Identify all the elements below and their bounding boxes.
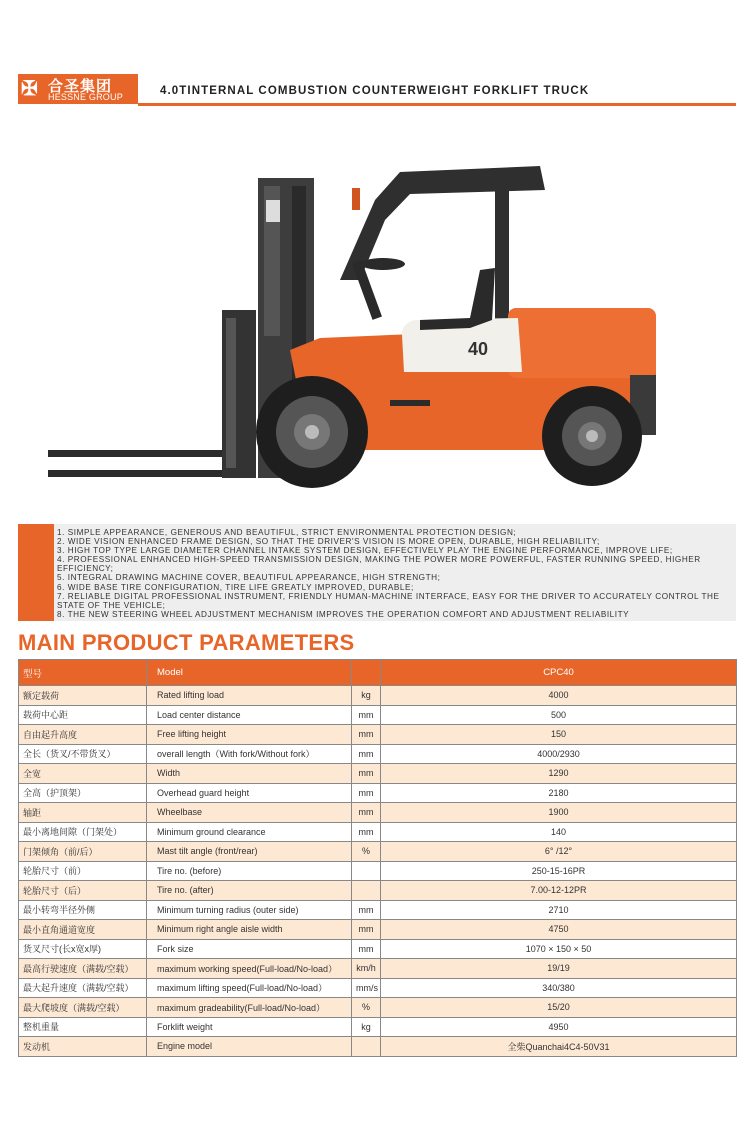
cell-value: 2180 xyxy=(381,783,737,803)
table-row xyxy=(19,764,737,784)
table-row xyxy=(19,978,737,998)
cell-unit: mm xyxy=(352,744,381,764)
cell-cn: 全高（护顶架） xyxy=(19,783,147,803)
cell-value: 6° /12° xyxy=(381,842,737,862)
cell-value: 全柴Quanchai4C4-50V31 xyxy=(381,1037,737,1057)
table-row xyxy=(19,705,737,725)
cell-unit: mm xyxy=(352,900,381,920)
cell-cn: 整机重量 xyxy=(19,1017,147,1037)
cell-cn: 发动机 xyxy=(19,1037,147,1057)
cell-en: maximum working speed(Full-load/No-load） xyxy=(147,959,352,979)
table-row xyxy=(19,920,737,940)
cell-en: Minimum right angle aisle width xyxy=(147,920,352,940)
header-cell-cn: 型号 xyxy=(19,660,147,686)
feature-list xyxy=(57,528,733,619)
cell-unit: mm xyxy=(352,783,381,803)
brand-name-cn: 合圣集团 xyxy=(48,77,113,95)
cell-value: 250-15-16PR xyxy=(381,861,737,881)
cell-value: 7.00-12-12PR xyxy=(381,881,737,901)
cell-en: Mast tilt angle (front/rear) xyxy=(147,842,352,862)
cell-value: 4000/2930 xyxy=(381,744,737,764)
brand-logo xyxy=(18,74,138,104)
cell-unit: mm xyxy=(352,764,381,784)
cell-value: 1900 xyxy=(381,803,737,823)
cell-unit: mm xyxy=(352,939,381,959)
cell-unit: mm xyxy=(352,803,381,823)
cell-cn: 额定载荷 xyxy=(19,686,147,706)
table-row xyxy=(19,998,737,1018)
cell-unit: mm xyxy=(352,920,381,940)
cell-en: Width xyxy=(147,764,352,784)
feature-item: 4. PROFESSIONAL ENHANCED HIGH-SPEED TRANSMISSION DESIGN, MAKING THE POWER MORE POWERFUL, FASTER RUNNING SPEED, HIGHER EFFICIENCY; xyxy=(57,555,701,574)
feature-item: 2. WIDE VISION ENHANCED FRAME DESIGN, SO THAT THE DRIVER'S VISION IS MORE OPEN, DURABLE, HIGH RELIABILITY; xyxy=(57,537,600,547)
cell-value: 15/20 xyxy=(381,998,737,1018)
cell-value: 1290 xyxy=(381,764,737,784)
feature-item: 6. WIDE BASE TIRE CONFIGURATION, TIRE LIFE GREATLY IMPROVED, DURABLE; xyxy=(57,582,414,592)
cell-en: Tire no. (before) xyxy=(147,861,352,881)
fork-lower xyxy=(48,470,248,477)
cell-value: 2710 xyxy=(381,900,737,920)
table-row xyxy=(19,1017,737,1037)
forklift-image xyxy=(40,160,680,500)
feature-panel xyxy=(18,524,736,621)
cell-en: Rated lifting load xyxy=(147,686,352,706)
cell-en: overall length（With fork/Without fork） xyxy=(147,744,352,764)
cell-en: Free lifting height xyxy=(147,725,352,745)
table-row xyxy=(19,1037,737,1057)
cell-en: Minimum ground clearance xyxy=(147,822,352,842)
cell-en: Minimum turning radius (outer side) xyxy=(147,900,352,920)
cell-unit: % xyxy=(352,842,381,862)
table-row xyxy=(19,861,737,881)
page-title: 4.0TINTERNAL COMBUSTION COUNTERWEIGHT FORKLIFT TRUCK xyxy=(160,85,590,97)
steering-wheel xyxy=(361,258,405,270)
feature-item: 3. HIGH TOP TYPE LARGE DIAMETER CHANNEL INTAKE SYSTEM DESIGN, EFFECTIVELY PLAY THE ENGINE PERFORMANCE, IMPROVE LIFE; xyxy=(57,546,673,556)
capacity-badge: 40 xyxy=(468,339,489,359)
cell-cn: 最小转弯半径外侧 xyxy=(19,900,147,920)
header-divider xyxy=(138,103,736,106)
table-row xyxy=(19,686,737,706)
fork-upper xyxy=(48,450,248,457)
cell-cn: 最小离地间隙（门架处） xyxy=(19,822,147,842)
cell-en: Wheelbase xyxy=(147,803,352,823)
cell-cn: 最大起升速度（满载/空载） xyxy=(19,978,147,998)
cell-cn: 最大爬坡度（满载/空载） xyxy=(19,998,147,1018)
feature-item: 7. RELIABLE DIGITAL PROFESSIONAL INSTRUMENT, FRIENDLY HUMAN-MACHINE INTERFACE, EASY FOR THE DRIVER TO ACCURATELY CONTROL THE STATE OF THE VEHICLE; xyxy=(57,591,720,610)
cell-unit: mm xyxy=(352,705,381,725)
table-row xyxy=(19,822,737,842)
cell-cn: 自由起升高度 xyxy=(19,725,147,745)
cell-unit xyxy=(352,1037,381,1057)
table-row xyxy=(19,803,737,823)
header-cell-en: Model xyxy=(147,660,352,686)
brand-name-en: HESSNE GROUP xyxy=(48,92,123,102)
header-cell-unit xyxy=(352,660,381,686)
cell-unit: mm xyxy=(352,725,381,745)
cell-cn: 货叉尺寸(长x宽x厚) xyxy=(19,939,147,959)
header-cell-value: CPC40 xyxy=(381,660,737,686)
cell-cn: 最高行驶速度（满载/空载） xyxy=(19,959,147,979)
cell-en: Load center distance xyxy=(147,705,352,725)
table-row xyxy=(19,744,737,764)
cell-en: Overhead guard height xyxy=(147,783,352,803)
feature-item: 8. THE NEW STEERING WHEEL ADJUSTMENT MECHANISM IMPROVES THE OPERATION COMFORT AND ADJUSTMENT RELIABILITY xyxy=(57,609,630,619)
cell-en: Forklift weight xyxy=(147,1017,352,1037)
table-header-row xyxy=(19,660,737,686)
cell-unit: kg xyxy=(352,686,381,706)
cell-en: maximum lifting speed(Full-load/No-load） xyxy=(147,978,352,998)
table-row xyxy=(19,881,737,901)
cell-value: 4000 xyxy=(381,686,737,706)
cell-en: Tire no. (after) xyxy=(147,881,352,901)
cell-value: 150 xyxy=(381,725,737,745)
cell-unit xyxy=(352,861,381,881)
cell-cn: 全宽 xyxy=(19,764,147,784)
feature-item: 1. SIMPLE APPEARANCE, GENEROUS AND BEAUTIFUL, STRICT ENVIRONMENTAL PROTECTION DESIGN; xyxy=(57,528,517,537)
cell-unit xyxy=(352,881,381,901)
cell-en: Engine model xyxy=(147,1037,352,1057)
cell-value: 19/19 xyxy=(381,959,737,979)
seat xyxy=(420,268,495,330)
parameters-table xyxy=(18,659,737,1057)
cell-cn: 门架倾角（前/后） xyxy=(19,842,147,862)
table-row xyxy=(19,783,737,803)
cell-unit: km/h xyxy=(352,959,381,979)
cell-en: Fork size xyxy=(147,939,352,959)
cell-unit: mm xyxy=(352,822,381,842)
page-header xyxy=(18,74,736,108)
cell-en: maximum gradeability(Full-load/No-load） xyxy=(147,998,352,1018)
cell-unit: % xyxy=(352,998,381,1018)
cell-value: 140 xyxy=(381,822,737,842)
table-row xyxy=(19,725,737,745)
table-row xyxy=(19,842,737,862)
cell-value: 1070 × 150 × 50 xyxy=(381,939,737,959)
cell-cn: 最小直角通道宽度 xyxy=(19,920,147,940)
cell-cn: 轮胎尺寸（后） xyxy=(19,881,147,901)
feature-accent-bar xyxy=(18,524,54,621)
table-row xyxy=(19,939,737,959)
cell-cn: 载荷中心距 xyxy=(19,705,147,725)
feature-item: 5. INTEGRAL DRAWING MACHINE COVER, BEAUTIFUL APPEARANCE, HIGH STRENGTH; xyxy=(57,573,441,583)
cell-cn: 轮胎尺寸（前） xyxy=(19,861,147,881)
cell-value: 500 xyxy=(381,705,737,725)
cell-value: 4750 xyxy=(381,920,737,940)
cell-cn: 全长（货叉/不带货叉） xyxy=(19,744,147,764)
brand-mark-icon: ✠ xyxy=(21,78,38,100)
table-row xyxy=(19,959,737,979)
section-title: MAIN PRODUCT PARAMETERS xyxy=(18,630,355,655)
cell-unit: kg xyxy=(352,1017,381,1037)
table-row xyxy=(19,900,737,920)
cell-cn: 轴距 xyxy=(19,803,147,823)
cell-value: 340/380 xyxy=(381,978,737,998)
cell-value: 4950 xyxy=(381,1017,737,1037)
cell-unit: mm/s xyxy=(352,978,381,998)
